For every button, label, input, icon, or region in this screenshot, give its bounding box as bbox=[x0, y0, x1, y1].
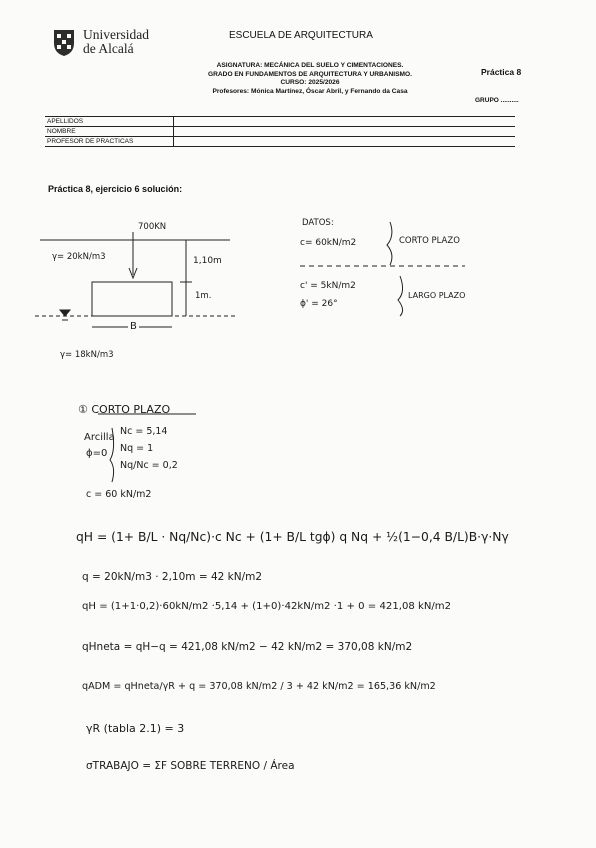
field-label: NOMBRE bbox=[45, 127, 174, 137]
course-line: CURSO: 2025/2026 bbox=[280, 79, 340, 87]
gamma-bottom-label: γ= 18kN/m3 bbox=[60, 350, 114, 360]
school-name: ESCUELA DE ARQUITECTURA bbox=[229, 30, 373, 41]
nc-value: Nc = 5,14 bbox=[120, 426, 168, 437]
subject-line: ASIGNATURA: MECÁNICA DEL SUELO Y CIMENTACIONES. bbox=[216, 62, 404, 69]
equation-gamma-r: γR (tabla 2.1) = 3 bbox=[86, 722, 185, 735]
equation-q: q = 20kN/m3 · 2,10m = 42 kN/m2 bbox=[82, 571, 263, 583]
c-value: c = 60 kN/m2 bbox=[86, 489, 152, 500]
section1-heading: ① CORTO PLAZO bbox=[78, 403, 171, 416]
nqnc-value: Nq/Nc = 0,2 bbox=[120, 460, 178, 471]
data-c-prime: c' = 5kN/m2 bbox=[300, 281, 356, 291]
nq-value: Nq = 1 bbox=[120, 443, 154, 454]
equation-sigma: σTRABAJO = ΣF SOBRE TERRENO / Área bbox=[86, 760, 295, 772]
footing-rect bbox=[92, 282, 172, 316]
data-phi-prime: ϕ' = 26° bbox=[300, 299, 338, 309]
width-label: B bbox=[130, 321, 137, 332]
university-line-2: de Alcalá bbox=[83, 41, 134, 56]
exercise-title: Práctica 8, ejercicio 6 solución: bbox=[48, 184, 183, 194]
data-c: c= 60kN/m2 bbox=[300, 238, 357, 248]
equation-general: qH = (1+ B/L · Nq/Nc)·c Nc + (1+ B/L tgϕ) q Nq + ½(1−0,4 B/L)B·γ·Nγ bbox=[76, 530, 509, 544]
practice-number: Práctica 8 bbox=[481, 67, 522, 77]
field-label: PROFESOR DE PRACTICAS bbox=[45, 137, 174, 147]
short-term-label: CORTO PLAZO bbox=[399, 236, 460, 246]
equation-qh-neta: qHneta = qH−q = 421,08 kN/m2 − 42 kN/m2 = 370,08 kN/m2 bbox=[82, 641, 413, 653]
group-field[interactable]: GRUPO .......... bbox=[475, 97, 519, 104]
soil-type: Arcilla bbox=[84, 432, 115, 443]
data-title: DATOS: bbox=[302, 218, 334, 228]
equation-q-adm: qADM = qHneta/γR + q = 370,08 kN/m2 / 3 + 42 kN/m2 = 165,36 kN/m2 bbox=[82, 681, 436, 692]
university-line-1: Universidad bbox=[83, 27, 149, 42]
brace-long-term bbox=[398, 276, 403, 316]
depth-foot-label: 1m. bbox=[195, 291, 212, 301]
depth-total-label: 1,10m bbox=[193, 256, 222, 266]
long-term-label: LARGO PLAZO bbox=[408, 291, 466, 300]
load-label: 700KN bbox=[138, 222, 167, 232]
water-table-icon bbox=[60, 310, 70, 316]
gamma-top-label: γ= 20kN/m3 bbox=[52, 252, 106, 262]
phi-zero: ϕ=0 bbox=[86, 448, 108, 459]
equation-qh: qH = (1+1·0,2)·60kN/m2 ·5,14 + (1+0)·42kN/m2 ·1 + 0 = 421,08 kN/m2 bbox=[82, 601, 452, 612]
professors-line: Profesores: Mónica Martínez, Óscar Abril, y Fernando da Casa bbox=[212, 87, 408, 95]
field-label: APELLIDOS bbox=[45, 117, 174, 127]
brace-short-term bbox=[387, 222, 392, 265]
degree-line: GRADO EN FUNDAMENTOS DE ARQUITECTURA Y URBANISMO. bbox=[208, 70, 412, 78]
